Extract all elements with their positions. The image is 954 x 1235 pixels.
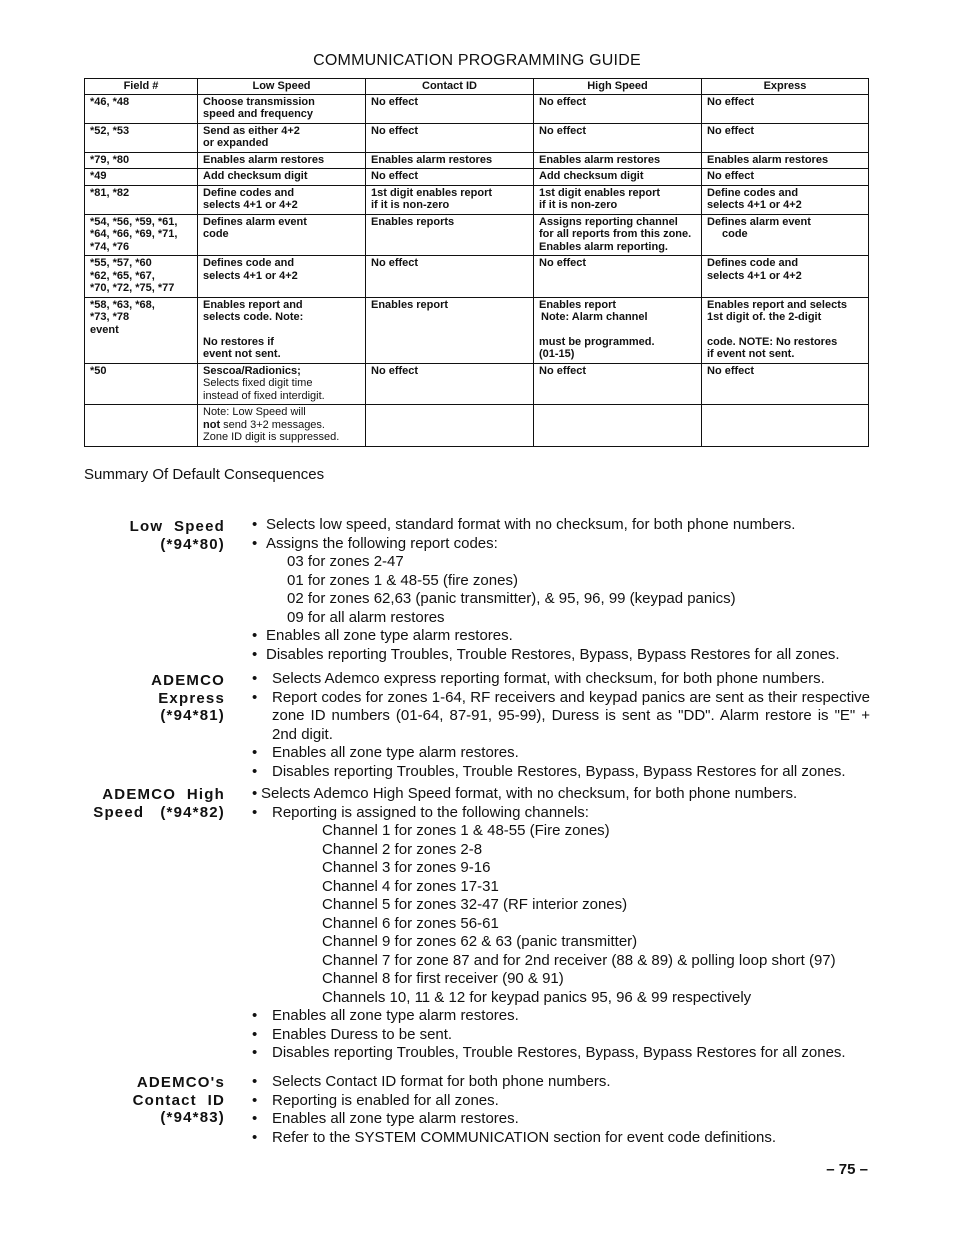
bullet: • bbox=[252, 1073, 258, 1090]
list-item bbox=[252, 627, 870, 646]
cell-line: Enables alarm restores bbox=[707, 153, 829, 166]
table-row bbox=[85, 169, 869, 186]
table-cell bbox=[85, 152, 198, 169]
bullet: • bbox=[252, 645, 258, 663]
cell-line: for all reports from this zone. bbox=[539, 228, 692, 240]
item-text: Reporting is enabled for all zones. bbox=[272, 1091, 499, 1109]
table-cell bbox=[198, 214, 366, 256]
table-cell bbox=[85, 169, 198, 186]
list-item bbox=[252, 1092, 870, 1111]
summary-title: Summary Of Default Consequences bbox=[84, 466, 325, 483]
list-item bbox=[252, 689, 870, 745]
cell-line: *49 bbox=[90, 170, 107, 182]
table-cell bbox=[198, 405, 366, 447]
table-cell bbox=[534, 256, 702, 298]
bullet: • bbox=[252, 1025, 258, 1043]
cell-line: *79, *80 bbox=[90, 153, 130, 166]
table-cell bbox=[534, 405, 702, 447]
cell-text: send 3+2 messages. bbox=[220, 418, 325, 431]
express-items bbox=[252, 670, 870, 781]
channel-line: Channel 6 for zones 56-61 bbox=[322, 914, 499, 932]
label-high-speed: ADEMCO High Speed (*94*82) bbox=[93, 786, 225, 821]
cell-line: 1st digit enables report bbox=[539, 186, 661, 199]
channel-line: Channel 5 for zones 32-47 (RF interior zones) bbox=[322, 896, 628, 913]
table-cell bbox=[366, 256, 534, 298]
cell-line: Defines alarm event bbox=[707, 215, 811, 228]
list-item bbox=[252, 1129, 870, 1148]
table-cell bbox=[366, 214, 534, 256]
bullet: • bbox=[252, 762, 258, 780]
cell-line: *73, *78 bbox=[90, 311, 130, 323]
channel-line: Channel 3 for zones 9-16 bbox=[322, 859, 491, 876]
cell-line: Defines alarm event bbox=[203, 215, 307, 228]
cell-line: instead of fixed interdigit. bbox=[203, 389, 325, 402]
table-cell bbox=[85, 297, 198, 363]
bullet: • bbox=[252, 785, 258, 802]
table-cell bbox=[702, 297, 869, 363]
table-cell bbox=[702, 256, 869, 298]
cell-line: Enables report bbox=[371, 298, 449, 311]
item-text: Enables all zone type alarm restores. bbox=[272, 744, 519, 761]
list-item bbox=[252, 516, 870, 535]
cell-line: 1st digit of. the 2-digit bbox=[707, 311, 822, 323]
cell-line: Enables alarm restores bbox=[203, 153, 325, 166]
table-cell bbox=[198, 297, 366, 363]
item-text: Enables all zone type alarm restores. bbox=[272, 1007, 519, 1024]
cell-line: selects code. Note: bbox=[203, 311, 304, 323]
bullet: • bbox=[252, 1044, 258, 1061]
list-item bbox=[252, 670, 870, 689]
cell-line: event bbox=[90, 323, 119, 336]
item-text: Selects low speed, standard format with no checksum, for both phone numbers. bbox=[266, 516, 796, 533]
table-cell bbox=[534, 169, 702, 186]
cell-line: *52, *53 bbox=[90, 124, 130, 137]
table-cell bbox=[366, 94, 534, 123]
table-cell bbox=[198, 169, 366, 186]
item-text: Disables reporting Troubles, Trouble Restores, Bypass, Bypass Restores for all zones. bbox=[266, 645, 840, 663]
table-cell bbox=[198, 94, 366, 123]
report-code: 01 for zones 1 & 48-55 (fire zones) bbox=[287, 571, 518, 589]
table-cell bbox=[366, 405, 534, 447]
table-row bbox=[85, 123, 869, 152]
bullet: • bbox=[252, 670, 258, 687]
table-cell bbox=[702, 123, 869, 152]
table-row bbox=[85, 94, 869, 123]
table-cell bbox=[85, 185, 198, 214]
table-cell bbox=[702, 185, 869, 214]
cell-line bbox=[203, 419, 360, 432]
cell-line: Add checksum digit bbox=[539, 170, 644, 182]
table-cell bbox=[702, 405, 869, 447]
channel-line: Channel 9 for zones 62 & 63 (panic transmitter) bbox=[322, 933, 638, 950]
cell-line: No effect bbox=[539, 364, 587, 377]
cell-line: *50 bbox=[90, 364, 107, 377]
cell-line: Sescoa/Radionics; bbox=[203, 364, 301, 377]
cell-line: Enables report and bbox=[203, 298, 303, 311]
table-cell bbox=[85, 214, 198, 256]
table-cell bbox=[702, 169, 869, 186]
cell-line: code bbox=[722, 228, 748, 240]
channel-line: Channel 4 for zones 17-31 bbox=[322, 877, 499, 895]
cell-line: if it is non-zero bbox=[371, 199, 450, 211]
table-cell bbox=[534, 185, 702, 214]
cell-line: Enables alarm restores bbox=[371, 153, 493, 166]
cell-line: Enables report bbox=[539, 298, 617, 311]
list-item bbox=[252, 1007, 870, 1026]
report-code: 03 for zones 2-47 bbox=[287, 553, 404, 570]
bullet: • bbox=[252, 1128, 258, 1146]
channel-line: Channel 7 for zone 87 and for 2nd receiver (88 & 89) & polling loop short (97) bbox=[322, 951, 836, 969]
item-text: Selects Contact ID format for both phone numbers. bbox=[272, 1073, 611, 1090]
cell-line: selects 4+1 or 4+2 bbox=[203, 269, 298, 282]
cell-line: Zone ID digit is suppressed. bbox=[203, 431, 340, 443]
cell-line: Enables reports bbox=[371, 215, 455, 228]
list-item bbox=[252, 785, 870, 804]
cell-line: Define codes and bbox=[707, 186, 799, 199]
cell-line: No effect bbox=[371, 124, 419, 137]
table-cell bbox=[534, 152, 702, 169]
table-cell bbox=[702, 94, 869, 123]
item-text: Disables reporting Troubles, Trouble Restores, Bypass, Bypass Restores for all zones. bbox=[272, 762, 846, 780]
cell-line: Enables alarm restores bbox=[539, 153, 661, 166]
channel-line: Channel 1 for zones 1 & 48-55 (Fire zones) bbox=[322, 822, 610, 839]
item-text: Selects Ademco High Speed format, with no checksum, for both phone numbers. bbox=[261, 785, 798, 802]
table-cell bbox=[534, 297, 702, 363]
bullet: • bbox=[252, 534, 258, 552]
table-row bbox=[85, 405, 869, 447]
cell-line: *55, *57, *60 bbox=[90, 257, 152, 269]
cell-line: selects 4+1 or 4+2 bbox=[203, 199, 298, 211]
cell-line: No effect bbox=[707, 170, 755, 182]
cell-line: No effect bbox=[539, 257, 587, 269]
item-text: Selects Ademco express reporting format, with checksum, for both phone numbers. bbox=[272, 670, 825, 687]
cell-line: Define codes and bbox=[203, 186, 295, 199]
cell-line: No effect bbox=[707, 124, 755, 137]
column-header-contact-id: Contact ID bbox=[366, 79, 534, 95]
table-cell bbox=[85, 256, 198, 298]
bullet: • bbox=[252, 803, 258, 821]
cell-line: Defines code and bbox=[203, 257, 295, 269]
list-item bbox=[252, 804, 870, 823]
cell-line: No effect bbox=[371, 170, 419, 182]
table-cell bbox=[198, 256, 366, 298]
list-item bbox=[252, 1044, 870, 1063]
cell-line: Choose transmission bbox=[203, 95, 315, 108]
table-cell bbox=[702, 214, 869, 256]
bullet: • bbox=[252, 1110, 258, 1127]
bullet: • bbox=[252, 744, 258, 761]
cell-line: No effect bbox=[707, 95, 755, 108]
list-item bbox=[252, 646, 870, 665]
cell-line: must be programmed. bbox=[539, 335, 655, 348]
label-contact-id: ADEMCO's Contact ID (*94*83) bbox=[132, 1074, 225, 1126]
list-item bbox=[252, 1073, 870, 1092]
cell-line: Enables report and selects bbox=[707, 298, 847, 311]
cell-line: 1st digit enables report bbox=[371, 186, 493, 199]
cell-line: Defines code and bbox=[707, 257, 799, 269]
cell-line: Selects fixed digit time bbox=[203, 377, 313, 389]
bullet: • bbox=[252, 688, 258, 706]
label-low-speed: Low Speed (*94*80) bbox=[129, 518, 225, 553]
high-speed-items bbox=[252, 785, 870, 1063]
cell-line: No effect bbox=[371, 257, 419, 269]
bullet: • bbox=[252, 1007, 258, 1024]
table-cell bbox=[366, 185, 534, 214]
item-text: Assigns the following report codes: bbox=[266, 534, 498, 552]
cell-line: if event not sent. bbox=[707, 348, 795, 360]
cell-line: code. NOTE: No restores bbox=[707, 335, 838, 348]
table-cell bbox=[534, 94, 702, 123]
table-cell bbox=[366, 152, 534, 169]
item-text: Report codes for zones 1-64, RF receivers and keypad panics are sent as their respective zone ID numbers (01-64, 87-91, 95-99), Duress is sent as "DD". Alarm restore is "E" + 2nd digit. bbox=[272, 688, 870, 743]
cell-line: *46, *48 bbox=[90, 95, 130, 108]
cell-line: Note: Low Speed will bbox=[203, 406, 306, 418]
cell-line: No effect bbox=[371, 364, 419, 377]
item-text: Refer to the SYSTEM COMMUNICATION section for event code definitions. bbox=[272, 1128, 777, 1146]
cell-line: *54, *56, *59, *61, bbox=[90, 215, 178, 228]
list-item bbox=[252, 1110, 870, 1129]
programming-table bbox=[84, 78, 869, 447]
cell-line: No effect bbox=[371, 95, 419, 108]
cell-line: Assigns reporting channel bbox=[539, 215, 678, 228]
cell-line: Send as either 4+2 bbox=[203, 124, 300, 137]
table-cell bbox=[366, 363, 534, 405]
table-cell bbox=[534, 363, 702, 405]
table-row bbox=[85, 297, 869, 363]
cell-line: No effect bbox=[707, 364, 755, 377]
cell-line: selects 4+1 or 4+2 bbox=[707, 199, 802, 211]
cell-line: Note: Alarm channel bbox=[541, 311, 648, 323]
table-cell bbox=[702, 152, 869, 169]
page-title: COMMUNICATION PROGRAMMING GUIDE bbox=[313, 52, 641, 69]
table-cell bbox=[198, 123, 366, 152]
item-text: Disables reporting Troubles, Trouble Restores, Bypass, Bypass Restores for all zones. bbox=[272, 1044, 846, 1061]
column-header-low-speed: Low Speed bbox=[198, 79, 366, 95]
bullet: • bbox=[252, 516, 258, 533]
table-cell bbox=[85, 405, 198, 447]
table-row bbox=[85, 214, 869, 256]
table-cell bbox=[702, 363, 869, 405]
cell-line: *70, *72, *75, *77 bbox=[90, 282, 175, 294]
table-row bbox=[85, 256, 869, 298]
emphasis-not: not bbox=[203, 418, 221, 431]
list-item bbox=[252, 744, 870, 763]
table-cell bbox=[198, 185, 366, 214]
table-cell bbox=[198, 152, 366, 169]
bullet: • bbox=[252, 627, 258, 644]
report-code: 09 for all alarm restores bbox=[287, 608, 445, 626]
cell-line: event not sent. bbox=[203, 348, 281, 360]
low-speed-items bbox=[252, 516, 870, 664]
channel-line: Channels 10, 11 & 12 for keypad panics 95, 96 & 99 respectively bbox=[322, 988, 752, 1006]
table-cell bbox=[366, 169, 534, 186]
item-text: Enables all zone type alarm restores. bbox=[272, 1110, 519, 1127]
table-cell bbox=[366, 297, 534, 363]
table-header-row bbox=[85, 79, 869, 95]
cell-line: (01-15) bbox=[539, 348, 575, 360]
cell-line: or expanded bbox=[203, 137, 269, 149]
table-cell bbox=[534, 123, 702, 152]
cell-line: *62, *65, *67, bbox=[90, 269, 155, 282]
table-cell bbox=[85, 94, 198, 123]
cell-line: *81, *82 bbox=[90, 186, 130, 199]
table-row bbox=[85, 363, 869, 405]
item-text: Enables all zone type alarm restores. bbox=[266, 627, 513, 644]
label-express: ADEMCO Express (*94*81) bbox=[151, 672, 225, 724]
page-number: – 75 – bbox=[826, 1161, 868, 1178]
item-text: Enables Duress to be sent. bbox=[272, 1025, 453, 1043]
item-text: Reporting is assigned to the following channels: bbox=[272, 803, 589, 821]
contact-id-items bbox=[252, 1073, 870, 1147]
cell-line: Add checksum digit bbox=[203, 170, 308, 182]
table-row bbox=[85, 185, 869, 214]
table-cell bbox=[198, 363, 366, 405]
cell-line: *74, *76 bbox=[90, 240, 130, 253]
table-cell bbox=[85, 363, 198, 405]
table-cell bbox=[534, 214, 702, 256]
cell-line: No restores if bbox=[203, 335, 274, 348]
channel-line: Channel 8 for first receiver (90 & 91) bbox=[322, 970, 564, 987]
cell-line: No effect bbox=[539, 124, 587, 137]
cell-line: code bbox=[203, 228, 229, 240]
cell-line: speed and frequency bbox=[203, 108, 314, 120]
list-item bbox=[252, 535, 870, 554]
cell-line: No effect bbox=[539, 95, 587, 108]
report-code: 02 for zones 62,63 (panic transmitter), & 95, 96, 99 (keypad panics) bbox=[287, 590, 736, 607]
channel-line: Channel 2 for zones 2-8 bbox=[322, 840, 483, 858]
list-item bbox=[252, 763, 870, 782]
column-header-high-speed: High Speed bbox=[534, 79, 702, 95]
cell-line: if it is non-zero bbox=[539, 199, 618, 211]
table-cell bbox=[366, 123, 534, 152]
cell-line: Enables alarm reporting. bbox=[539, 240, 668, 253]
table-row bbox=[85, 152, 869, 169]
column-header-field: Field # bbox=[85, 79, 198, 95]
cell-line: *64, *66, *69, *71, bbox=[90, 228, 178, 240]
bullet: • bbox=[252, 1091, 258, 1109]
column-header-express: Express bbox=[702, 79, 869, 95]
cell-line: selects 4+1 or 4+2 bbox=[707, 269, 802, 282]
list-item bbox=[252, 1026, 870, 1045]
table-cell bbox=[85, 123, 198, 152]
cell-line: *58, *63, *68, bbox=[90, 298, 155, 311]
